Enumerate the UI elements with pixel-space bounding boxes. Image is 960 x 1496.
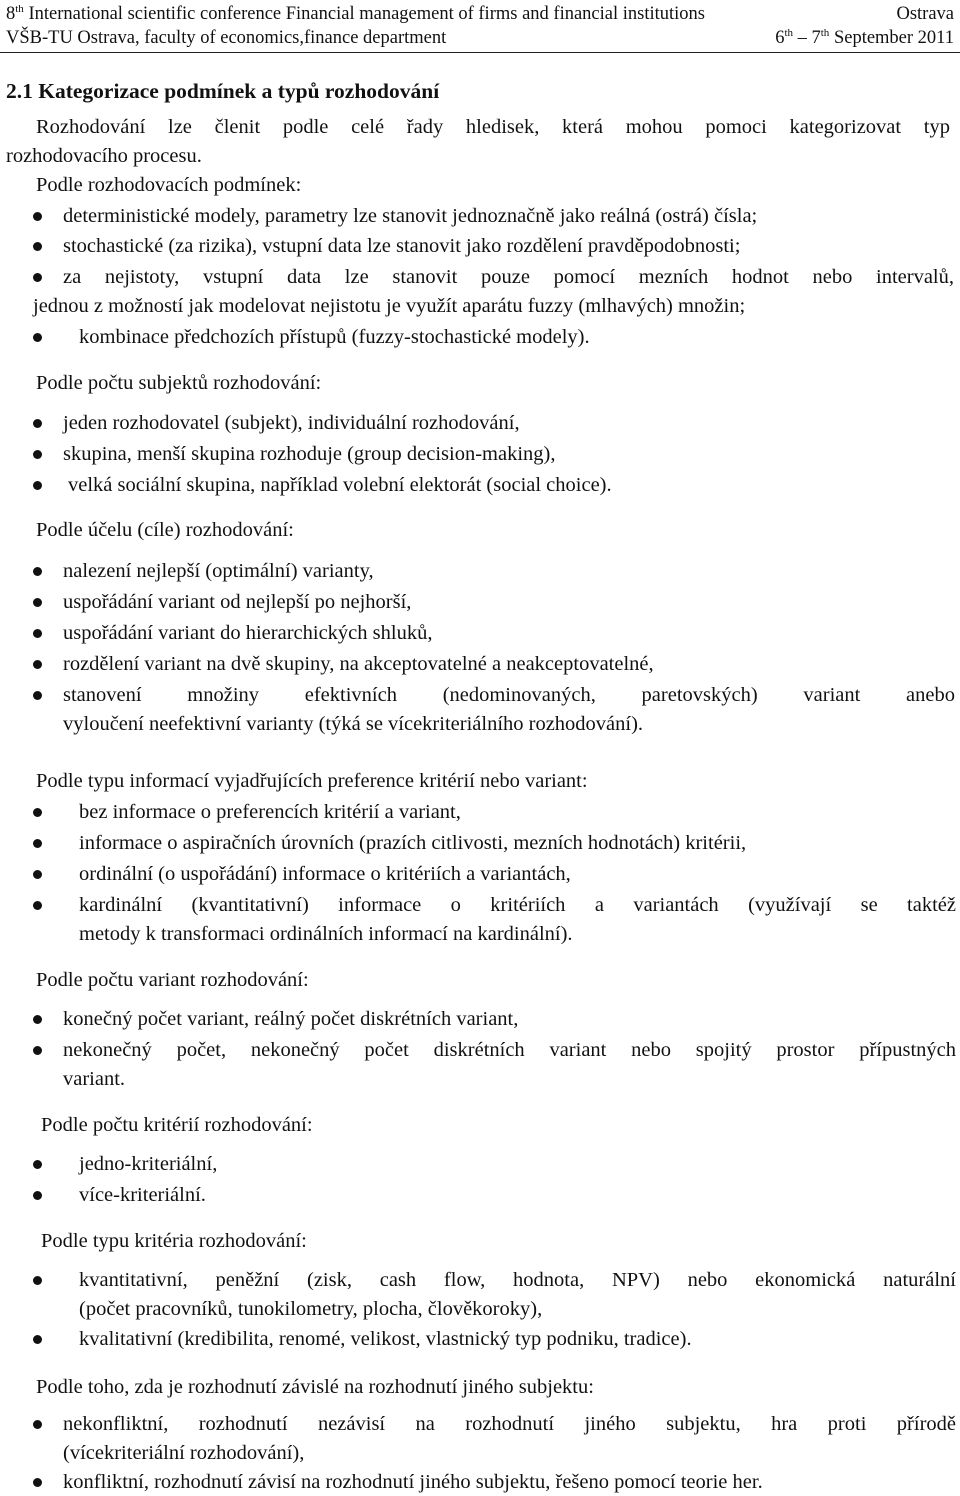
group-heading: Podle toho, zda je rozhodnutí závislé na rozhodnutí jiného subjektu: xyxy=(36,1376,594,1398)
list-item-continuation: vyloučení neefektivní varianty (týká se vícekriteriálního rozhodování). xyxy=(63,713,644,735)
bullet-icon xyxy=(33,808,42,817)
bullet-icon xyxy=(33,481,42,490)
bullet-icon xyxy=(33,1046,42,1055)
bullet-icon xyxy=(33,691,42,700)
group-heading: Podle počtu kritérií rozhodování: xyxy=(41,1114,313,1136)
list-item: stanovení množiny efektivních (nedominovaných, paretovských) variant anebo xyxy=(63,684,955,706)
list-item: za nejistoty, vstupní data lze stanovit pouze pomocí mezních hodnot nebo intervalů, xyxy=(63,266,954,288)
institution: VŠB-TU Ostrava, faculty of economics,finance department xyxy=(6,28,447,48)
list-item: více-kriteriální. xyxy=(79,1184,206,1206)
list-item: bez informace o preferencích kritérií a variant, xyxy=(79,801,461,823)
bullet-icon xyxy=(33,1015,42,1024)
list-item: jeden rozhodovatel (subjekt), individuální rozhodování, xyxy=(63,412,520,434)
bullet-icon xyxy=(33,660,42,669)
list-item-continuation: (vícekriteriální rozhodování), xyxy=(63,1442,305,1464)
list-item: nekonfliktní, rozhodnutí nezávisí na rozhodnutí jiného subjektu, hra proti přírodě xyxy=(63,1413,956,1435)
list-item: informace o aspiračních úrovních (prazích citlivosti, mezních hodnotách) kritérii, xyxy=(79,832,747,854)
conference-name: 8th International scientific conference Financial management of firms and financial institutions xyxy=(6,3,705,24)
list-item-continuation: metody k transformaci ordinálních informací na kardinální). xyxy=(79,923,573,945)
list-item: kardinální (kvantitativní) informace o kritériích a variantách (využívají se taktéž xyxy=(79,894,956,916)
list-item: uspořádání variant do hierarchických shluků, xyxy=(63,622,433,644)
bullet-icon xyxy=(33,419,42,428)
bullet-icon xyxy=(33,629,42,638)
bullet-icon xyxy=(33,901,42,910)
conference-date: 6th – 7th September 2011 xyxy=(775,27,954,48)
section-title: 2.1 Kategorizace podmínek a typů rozhodování xyxy=(6,79,440,103)
bullet-icon xyxy=(33,598,42,607)
list-item: konečný počet variant, reálný počet diskrétních variant, xyxy=(63,1008,519,1030)
list-item: nekonečný počet, nekonečný počet diskrétních variant nebo spojitý prostor přípustných xyxy=(63,1039,956,1061)
bullet-icon xyxy=(33,333,42,342)
bullet-icon xyxy=(33,1335,42,1344)
bullet-icon xyxy=(33,212,42,221)
list-item-continuation: variant. xyxy=(63,1068,126,1090)
group-heading: Podle počtu subjektů rozhodování: xyxy=(36,372,322,394)
header-rule xyxy=(0,52,960,53)
list-item: rozdělení variant na dvě skupiny, na akceptovatelné a neakceptovatelné, xyxy=(63,653,654,675)
list-item-continuation: (počet pracovníků, tunokilometry, plocha, člověkoroky), xyxy=(79,1298,543,1320)
bullet-icon xyxy=(33,1276,42,1285)
list-item: kombinace předchozích přístupů (fuzzy-stochastické modely). xyxy=(79,326,590,348)
conference-city: Ostrava xyxy=(896,4,954,24)
bullet-icon xyxy=(33,450,42,459)
list-item: deterministické modely, parametry lze stanovit jednoznačně jako reálná (ostrá) čísla; xyxy=(63,205,758,227)
bullet-icon xyxy=(33,870,42,879)
list-item: velká sociální skupina, například volební elektorát (social choice). xyxy=(68,474,612,496)
list-item: kvalitativní (kredibilita, renomé, velikost, vlastnický typ podniku, tradice). xyxy=(79,1328,692,1350)
list-item: nalezení nejlepší (optimální) varianty, xyxy=(63,560,374,582)
bullet-icon xyxy=(33,567,42,576)
group-heading: Podle účelu (cíle) rozhodování: xyxy=(36,519,294,541)
list-item: stochastické (za rizika), vstupní data lze stanovit jako rozdělení pravděpodobnosti; xyxy=(63,235,741,257)
list-item: ordinální (o uspořádání) informace o kritériích a variantách, xyxy=(79,863,571,885)
bullet-icon xyxy=(33,839,42,848)
group-heading: Podle typu kritéria rozhodování: xyxy=(41,1230,307,1252)
bullet-icon xyxy=(33,1478,42,1487)
bullet-icon xyxy=(33,1191,42,1200)
group-heading: Podle počtu variant rozhodování: xyxy=(36,969,309,991)
group-heading: Podle rozhodovacích podmínek: xyxy=(36,174,302,196)
list-item: konfliktní, rozhodnutí závisí na rozhodnutí jiného subjektu, řešeno pomocí teorie her. xyxy=(63,1471,763,1493)
bullet-icon xyxy=(33,273,42,282)
list-item-continuation: jednou z možností jak modelovat nejistotu je využít aparátu fuzzy (mlhavých) množin; xyxy=(33,295,746,317)
bullet-icon xyxy=(33,1160,42,1169)
list-item: uspořádání variant od nejlepší po nejhorší, xyxy=(63,591,412,613)
list-item: kvantitativní, peněžní (zisk, cash flow, hodnota, NPV) nebo ekonomická naturální xyxy=(79,1269,956,1291)
group-heading: Podle typu informací vyjadřujících preference kritérií nebo variant: xyxy=(36,770,588,792)
list-item: jedno-kriteriální, xyxy=(79,1153,218,1175)
intro-text: rozhodovacího procesu. xyxy=(6,145,202,167)
bullet-icon xyxy=(33,1420,42,1429)
bullet-icon xyxy=(33,242,42,251)
intro-text: Rozhodování lze členit podle celé řady hledisek, která mohou pomoci kategorizovat typ xyxy=(36,116,950,138)
list-item: skupina, menší skupina rozhoduje (group decision-making), xyxy=(63,443,556,465)
